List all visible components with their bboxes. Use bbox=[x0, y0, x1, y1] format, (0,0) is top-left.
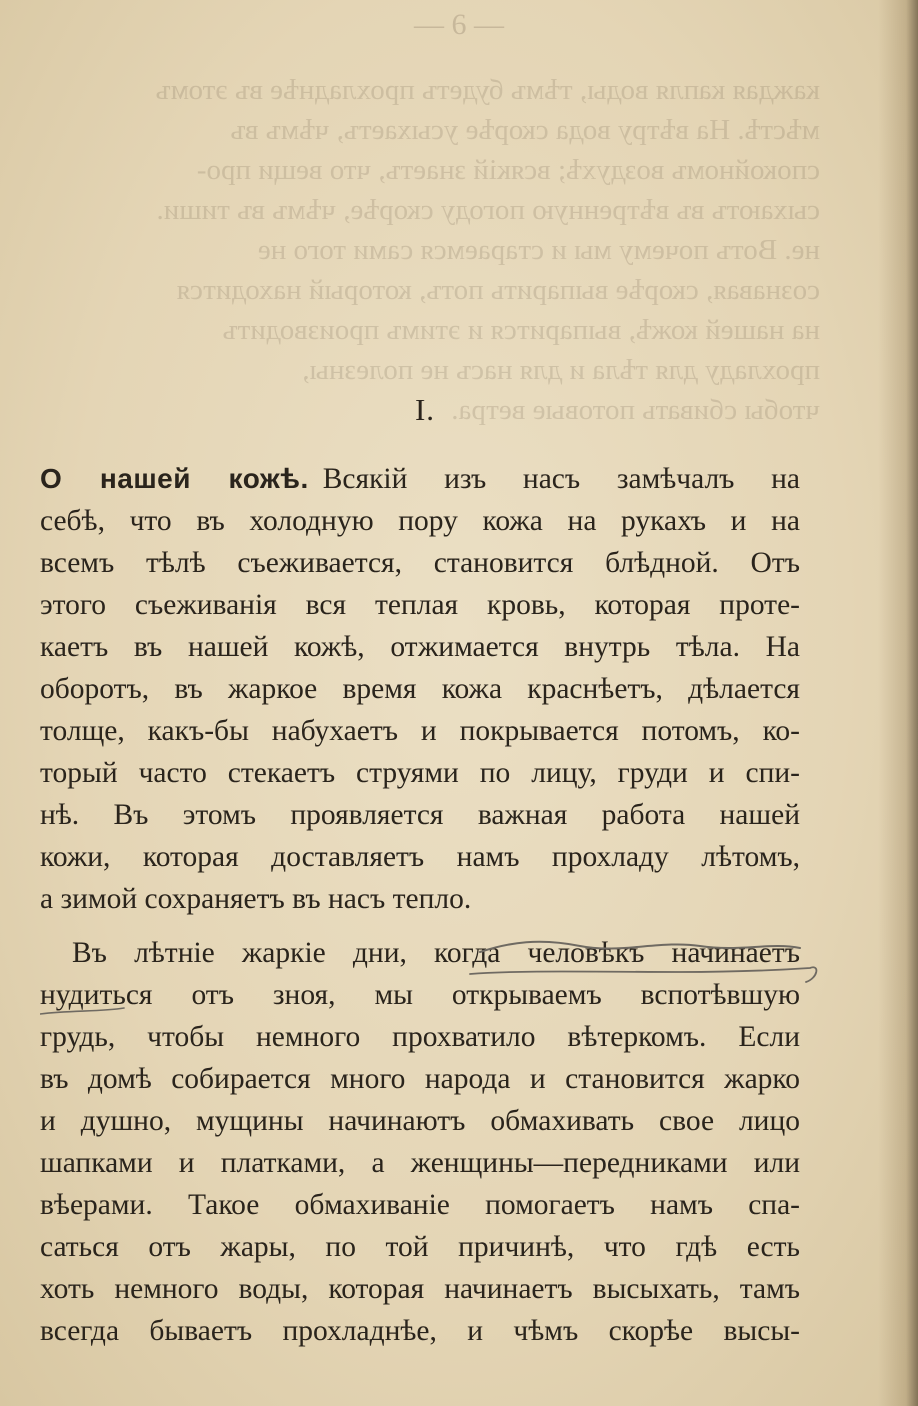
text-line: хоть немного воды, которая начинаетъ высыхать, тамъ bbox=[40, 1273, 800, 1305]
text-line: себѣ, что въ холодную пору кожа на рукахъ и на bbox=[40, 505, 800, 537]
text-line: нѣ. Въ этомъ проявляется важная работа нашей bbox=[40, 799, 800, 831]
text-line: этого съеживанія вся теплая кровь, которая проте- bbox=[40, 589, 800, 621]
text-line-1 bbox=[40, 458, 800, 500]
text-line: грудь, чтобы немного прохватило вѣтеркомъ. Если bbox=[40, 1021, 800, 1053]
page-edge-shadow bbox=[878, 0, 918, 1406]
body-text bbox=[40, 458, 800, 1352]
text-line: въ домѣ собирается много народа и становится жарко bbox=[40, 1063, 800, 1095]
page-number: — 6 — bbox=[414, 8, 504, 41]
bleed-line: прохладу для тѣла и для насъ не полезны, bbox=[302, 354, 820, 386]
bleed-line: мѣстѣ. На вѣтру вода скорѣе усыхаетъ, чѣмъ въ bbox=[230, 114, 820, 146]
text-line-1-rest: Всякій изъ насъ замѣчалъ на bbox=[322, 463, 800, 495]
text-line: каетъ въ нашей кожѣ, отжимается внутрь тѣла. На bbox=[40, 631, 800, 663]
bleed-line: сыхаютъ въ вѣтренную погоду скорѣе, чѣмъ въ тиши. bbox=[156, 194, 820, 226]
text-line: кожи, которая доставляетъ намъ прохладу лѣтомъ, bbox=[40, 841, 800, 873]
bleed-line: чтобы сбивать потовые ветра. bbox=[451, 394, 820, 426]
bleed-line: каждая капля воды, тѣмъ будетъ прохладнѣе въ этомъ bbox=[155, 74, 820, 106]
text-line: толще, какъ-бы набухаетъ и покрывается потомъ, ко- bbox=[40, 715, 800, 747]
bleed-line: спокойномъ воздухѣ; всякій знаетъ, что вещи про- bbox=[196, 154, 820, 186]
text-line: и душно, мущины начинаютъ обмахивать свое лицо bbox=[40, 1105, 800, 1137]
bleed-line: сознавая, скорѣе выпарить потъ, который находится bbox=[176, 274, 820, 306]
bleed-through-text bbox=[40, 70, 820, 430]
bleed-line: не. Вотъ почему мы и стараемся сами того не bbox=[257, 234, 820, 266]
text-line: торый часто стекаетъ струями по лицу, груди и спи- bbox=[40, 757, 800, 789]
text-line: нудиться отъ зноя, мы открываемъ вспотѣвшую bbox=[40, 979, 800, 1011]
text-line: всемъ тѣлѣ съеживается, становится блѣдной. Отъ bbox=[40, 547, 800, 579]
chapter-number: I. bbox=[414, 392, 436, 427]
text-line: а зимой сохраняетъ въ насъ тепло. bbox=[40, 883, 472, 915]
text-line: Въ лѣтніе жаркіе дни, когда человѣкъ начинаетъ bbox=[72, 937, 800, 969]
bleed-line: на нашей кожѣ, выпарится и этимъ производитъ bbox=[222, 314, 820, 346]
text-line: всегда бываетъ прохладнѣе, и чѣмъ скорѣе высы- bbox=[40, 1315, 800, 1347]
text-line: оборотъ, въ жаркое время кожа краснѣетъ, дѣлается bbox=[40, 673, 800, 705]
text-line: шапками и платками, а женщины—передниками или bbox=[40, 1147, 800, 1179]
text-line: вѣерами. Такое обмахиваніе помогаетъ намъ спа- bbox=[40, 1189, 800, 1221]
section-title: О нашей кожѣ. bbox=[40, 463, 309, 494]
text-line: саться отъ жары, по той причинѣ, что гдѣ есть bbox=[40, 1231, 800, 1263]
